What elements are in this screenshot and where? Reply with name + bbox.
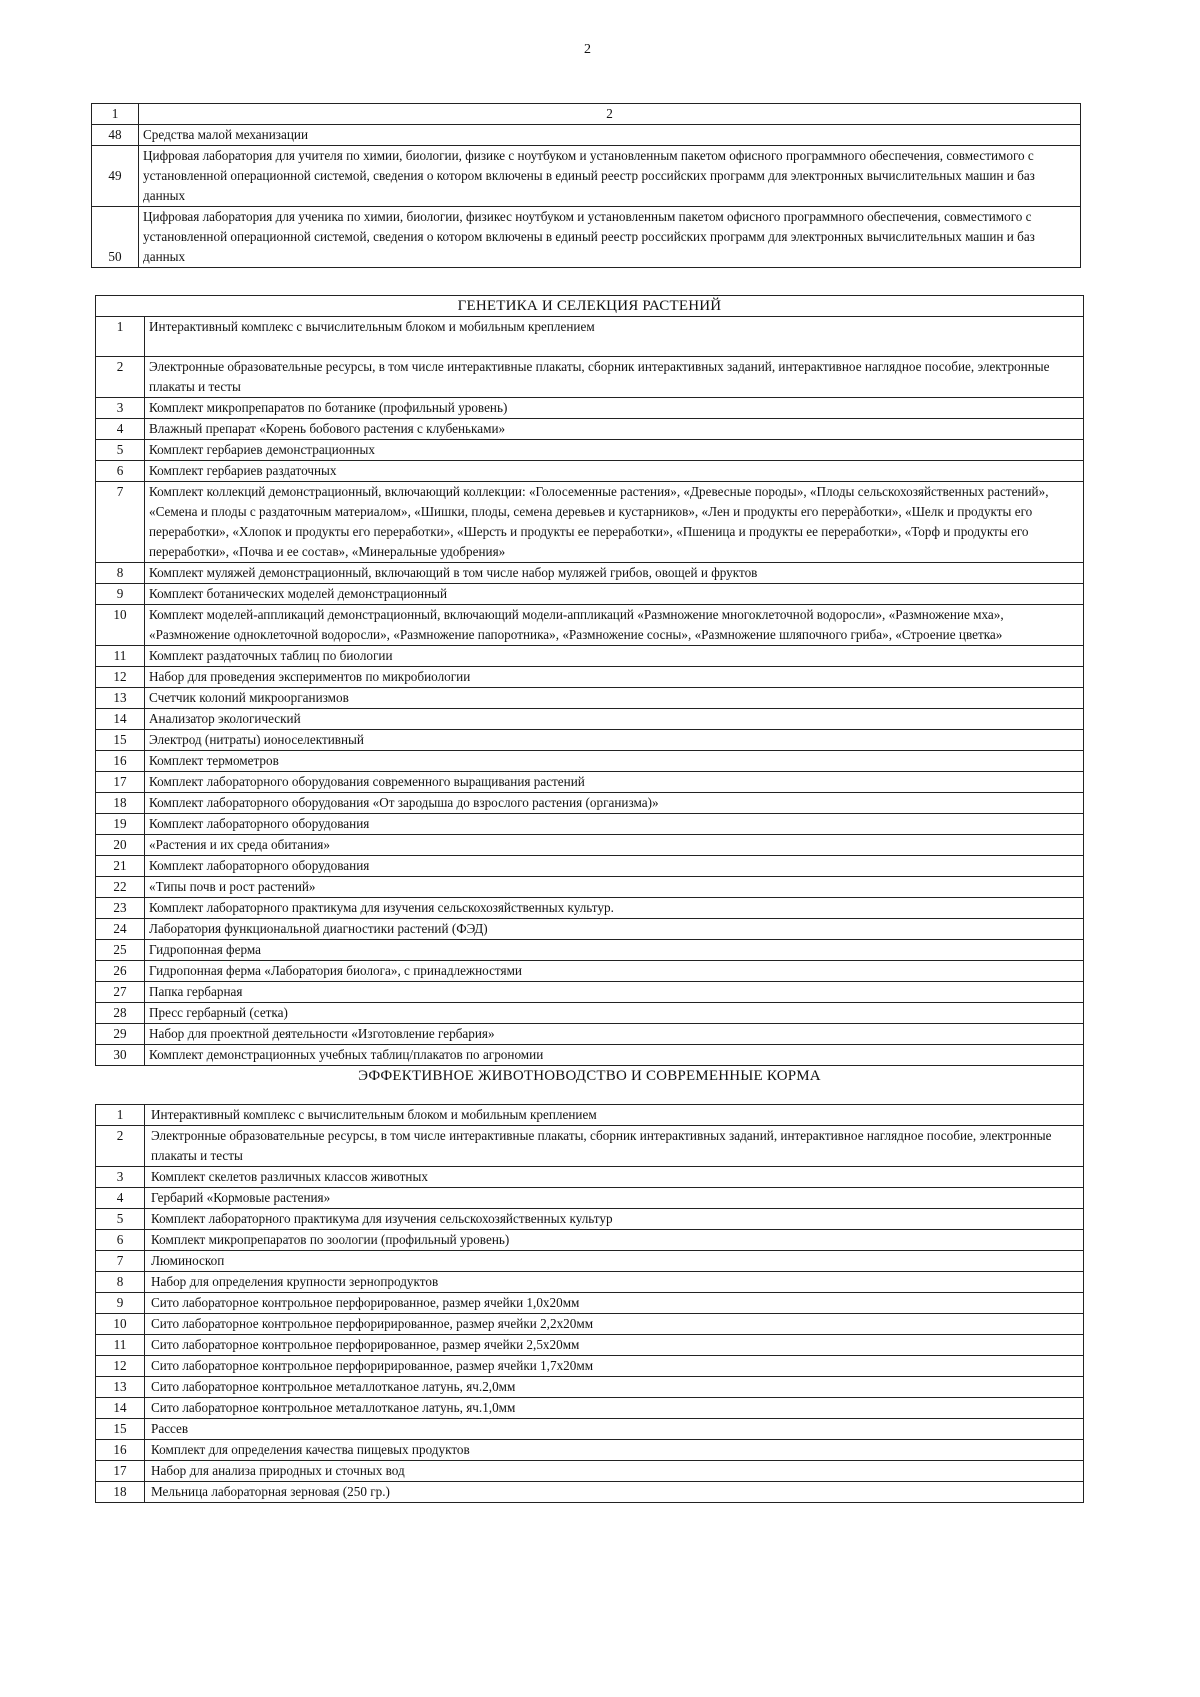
table-row xyxy=(96,1251,1084,1272)
row-number: 18 xyxy=(96,793,145,814)
table-header-row xyxy=(92,104,1081,125)
row-number: 6 xyxy=(96,461,145,482)
row-text: Сито лабораторное контрольное перфорирированное, размер ячейки 1,7х20мм xyxy=(145,1356,1084,1377)
table-row xyxy=(96,793,1084,814)
row-number: 11 xyxy=(96,646,145,667)
table-row xyxy=(96,563,1084,584)
row-number: 23 xyxy=(96,898,145,919)
row-number: 50 xyxy=(92,207,139,268)
row-number: 14 xyxy=(96,1398,145,1419)
row-number: 10 xyxy=(96,605,145,646)
genetics-rows xyxy=(96,317,1084,1066)
table-row xyxy=(96,814,1084,835)
row-number: 20 xyxy=(96,835,145,856)
row-text: Комплект лабораторного оборудования xyxy=(145,814,1084,835)
row-number: 25 xyxy=(96,940,145,961)
row-number: 15 xyxy=(96,730,145,751)
table-row xyxy=(96,667,1084,688)
section-header-row xyxy=(96,1066,1084,1105)
row-text: Средства малой механизации xyxy=(139,125,1081,146)
section-title-genetics: ГЕНЕТИКА И СЕЛЕКЦИЯ РАСТЕНИЙ xyxy=(96,296,1084,317)
table-row xyxy=(96,1377,1084,1398)
header-col-1: 1 xyxy=(92,104,139,125)
row-text: Анализатор экологический xyxy=(145,709,1084,730)
table-row xyxy=(96,772,1084,793)
row-text: Электронные образовательные ресурсы, в том числе интерактивные плакаты, сборник интерактивных заданий, интерактивное наглядное пособие, электронные плакаты и тесты xyxy=(145,357,1084,398)
row-text: Комплект лабораторного практикума для изучения сельскохозяйственных культур xyxy=(145,1209,1084,1230)
table-row xyxy=(96,1105,1084,1126)
row-number: 26 xyxy=(96,961,145,982)
row-number: 27 xyxy=(96,982,145,1003)
table-row xyxy=(96,1003,1084,1024)
table-row xyxy=(96,898,1084,919)
table-row xyxy=(96,1356,1084,1377)
row-text: Комплект лабораторного практикума для изучения сельскохозяйственных культур. xyxy=(145,898,1084,919)
row-text: Комплект раздаточных таблиц по биологии xyxy=(145,646,1084,667)
table-row xyxy=(92,207,1081,268)
table-row xyxy=(96,919,1084,940)
row-text: Сито лабораторное контрольное металлотканое латунь, яч.2,0мм xyxy=(145,1377,1084,1398)
table-row xyxy=(96,1335,1084,1356)
table-row xyxy=(96,461,1084,482)
table-row xyxy=(96,605,1084,646)
table-row xyxy=(96,856,1084,877)
table-row xyxy=(96,317,1084,357)
row-text: Цифровая лаборатория для учителя по химии, биологии, физике с ноутбуком и установленным пакетом офисного программного обеспечения, совместимого с установленной операционной системой, сведения о котором включены в единый реестр российских программ для электронных вычислительных машин и баз данных xyxy=(139,146,1081,207)
row-text: Комплект скелетов различных классов животных xyxy=(145,1167,1084,1188)
row-number: 48 xyxy=(92,125,139,146)
table-row xyxy=(96,482,1084,563)
row-number: 1 xyxy=(96,1105,145,1126)
row-number: 49 xyxy=(92,146,139,207)
table-row xyxy=(96,1482,1084,1503)
table-row xyxy=(96,1440,1084,1461)
row-number: 21 xyxy=(96,856,145,877)
row-number: 5 xyxy=(96,440,145,461)
row-number: 15 xyxy=(96,1419,145,1440)
row-number: 16 xyxy=(96,1440,145,1461)
row-number: 12 xyxy=(96,667,145,688)
row-text: Комплект ботанических моделей демонстрационный xyxy=(145,584,1084,605)
section-header-row xyxy=(96,296,1084,317)
equipment-sections-table xyxy=(95,295,1084,1503)
row-number: 14 xyxy=(96,709,145,730)
table-row xyxy=(96,440,1084,461)
row-number: 13 xyxy=(96,688,145,709)
row-number: 17 xyxy=(96,1461,145,1482)
row-number: 8 xyxy=(96,563,145,584)
row-text: Комплект гербариев демонстрационных xyxy=(145,440,1084,461)
row-text: Набор для определения крупности зернопродуктов xyxy=(145,1272,1084,1293)
row-text: «Растения и их среда обитания» xyxy=(145,835,1084,856)
row-text: Комплект гербариев раздаточных xyxy=(145,461,1084,482)
table-row xyxy=(96,940,1084,961)
row-text: Электрод (нитраты) ионоселективный xyxy=(145,730,1084,751)
row-text: Рассев xyxy=(145,1419,1084,1440)
row-number: 7 xyxy=(96,1251,145,1272)
table-row xyxy=(96,688,1084,709)
table-row xyxy=(96,961,1084,982)
table-row xyxy=(96,1272,1084,1293)
row-text: Счетчик колоний микроорганизмов xyxy=(145,688,1084,709)
row-number: 17 xyxy=(96,772,145,793)
table-row xyxy=(96,646,1084,667)
row-number: 2 xyxy=(96,357,145,398)
row-text: Комплект для определения качества пищевых продуктов xyxy=(145,1440,1084,1461)
row-text: Сито лабораторное контрольное перфорированное, размер ячейки 1,0х20мм xyxy=(145,1293,1084,1314)
row-number: 30 xyxy=(96,1045,145,1066)
table-row xyxy=(96,1167,1084,1188)
row-text: Комплект муляжей демонстрационный, включающий в том числе набор муляжей грибов, овощей и фруктов xyxy=(145,563,1084,584)
row-text: Комплект микропрепаратов по ботанике (профильный уровень) xyxy=(145,398,1084,419)
table-row xyxy=(96,1230,1084,1251)
row-number: 3 xyxy=(96,398,145,419)
livestock-rows xyxy=(96,1105,1084,1503)
row-text: Набор для анализа природных и сточных вод xyxy=(145,1461,1084,1482)
row-number: 18 xyxy=(96,1482,145,1503)
table-row xyxy=(96,357,1084,398)
row-text: Цифровая лаборатория для ученика по химии, биологии, физикес ноутбуком и установленным пакетом офисного программного обеспечения, совместимого с установленной операционной системой, сведения о котором включены в единый реестр российских программ для электронных вычислительных машин и баз данных xyxy=(139,207,1081,268)
row-number: 9 xyxy=(96,584,145,605)
row-text: Интерактивный комплекс с вычислительным блоком и мобильным креплением xyxy=(145,317,1084,357)
row-text: Набор для проектной деятельности «Изготовление гербария» xyxy=(145,1024,1084,1045)
row-text: Комплект лабораторного оборудования xyxy=(145,856,1084,877)
row-number: 8 xyxy=(96,1272,145,1293)
row-number: 19 xyxy=(96,814,145,835)
row-number: 22 xyxy=(96,877,145,898)
table-row xyxy=(96,709,1084,730)
table-row xyxy=(96,1209,1084,1230)
table-row xyxy=(96,835,1084,856)
table-row xyxy=(96,1188,1084,1209)
row-text: Электронные образовательные ресурсы, в том числе интерактивные плакаты, сборник интерактивных заданий, интерактивное наглядное пособие, электронные плакаты и тесты xyxy=(145,1126,1084,1167)
row-text: Папка гербарная xyxy=(145,982,1084,1003)
table-row xyxy=(96,1045,1084,1066)
row-number: 13 xyxy=(96,1377,145,1398)
table-row xyxy=(96,1314,1084,1335)
row-text: Набор для проведения экспериментов по микробиологии xyxy=(145,667,1084,688)
table-row xyxy=(96,1398,1084,1419)
row-text: Влажный препарат «Корень бобового растения с клубеньками» xyxy=(145,419,1084,440)
section-title-livestock: ЭФФЕКТИВНОЕ ЖИВОТНОВОДСТВО И СОВРЕМЕННЫЕ КОРМА xyxy=(96,1066,1084,1105)
row-text: «Типы почв и рост растений» xyxy=(145,877,1084,898)
equipment-table-continued xyxy=(91,103,1081,268)
row-text: Гидропонная ферма xyxy=(145,940,1084,961)
row-number: 4 xyxy=(96,1188,145,1209)
table-row xyxy=(96,730,1084,751)
row-number: 29 xyxy=(96,1024,145,1045)
table-row xyxy=(96,1126,1084,1167)
row-text: Комплект микропрепаратов по зоологии (профильный уровень) xyxy=(145,1230,1084,1251)
table-row xyxy=(96,1461,1084,1482)
row-number: 10 xyxy=(96,1314,145,1335)
row-number: 28 xyxy=(96,1003,145,1024)
page-number: 2 xyxy=(584,42,591,57)
row-text: Гербарий «Кормовые растения» xyxy=(145,1188,1084,1209)
table-row xyxy=(92,146,1081,207)
table-row xyxy=(96,751,1084,772)
row-number: 16 xyxy=(96,751,145,772)
row-text: Комплект лабораторного оборудования «От зародыша до взрослого растения (организма)» xyxy=(145,793,1084,814)
row-text: Комплект коллекций демонстрационный, включающий коллекции: «Голосеменные растения», «Древесные породы», «Плоды сельскохозяйственных растений», «Семена и плоды с раздаточным материалом», «Шишки, плоды, семена деревьев и кустарников», «Лен и продукты его перерàботки», «Шелк и продукты его переработки», «Хлопок и продукты его переработки», «Шерсть и продукты ее переработки», «Пшеница и продукты ее переработки», «Торф и продукты его переработки», «Почва и ее состав», «Минеральные удобрения» xyxy=(145,482,1084,563)
row-number: 4 xyxy=(96,419,145,440)
row-text: Пресс гербарный (сетка) xyxy=(145,1003,1084,1024)
row-text: Комплект демонстрационных учебных таблиц/плакатов по агрономии xyxy=(145,1045,1084,1066)
row-number: 5 xyxy=(96,1209,145,1230)
row-text: Люминоскоп xyxy=(145,1251,1084,1272)
row-text: Сито лабораторное контрольное перфорирированное, размер ячейки 2,2х20мм xyxy=(145,1314,1084,1335)
row-number: 24 xyxy=(96,919,145,940)
row-text: Лаборатория функциональной диагностики растений (ФЭД) xyxy=(145,919,1084,940)
table-row xyxy=(96,1419,1084,1440)
table-row xyxy=(96,419,1084,440)
row-number: 3 xyxy=(96,1167,145,1188)
row-text: Комплект моделей-аппликаций демонстрационный, включающий модели-аппликаций «Размножение многоклеточной водоросли», «Размножение мха», «Размножение одноклеточной водоросли», «Размножение папоротника», «Размножение сосны», «Размножение шляпочного гриба», «Строение цветка» xyxy=(145,605,1084,646)
row-text: Комплект лабораторного оборудования современного выращивания растений xyxy=(145,772,1084,793)
row-number: 2 xyxy=(96,1126,145,1167)
table-row xyxy=(96,877,1084,898)
table-row xyxy=(96,584,1084,605)
row-number: 11 xyxy=(96,1335,145,1356)
row-text: Сито лабораторное контрольное перфорированное, размер ячейки 2,5х20мм xyxy=(145,1335,1084,1356)
row-text: Гидропонная ферма «Лаборатория биолога», с принадлежностями xyxy=(145,961,1084,982)
header-col-2: 2 xyxy=(139,104,1081,125)
row-text: Мельница лабораторная зерновая (250 гр.) xyxy=(145,1482,1084,1503)
row-number: 1 xyxy=(96,317,145,357)
row-text: Сито лабораторное контрольное металлотканое латунь, яч.1,0мм xyxy=(145,1398,1084,1419)
row-text: Интерактивный комплекс с вычислительным блоком и мобильным креплением xyxy=(145,1105,1084,1126)
table-row xyxy=(96,1024,1084,1045)
row-number: 6 xyxy=(96,1230,145,1251)
table-row xyxy=(96,1293,1084,1314)
row-text: Комплект термометров xyxy=(145,751,1084,772)
table-row xyxy=(96,398,1084,419)
table-row xyxy=(96,982,1084,1003)
row-number: 7 xyxy=(96,482,145,563)
row-number: 9 xyxy=(96,1293,145,1314)
row-number: 12 xyxy=(96,1356,145,1377)
table-row xyxy=(92,125,1081,146)
